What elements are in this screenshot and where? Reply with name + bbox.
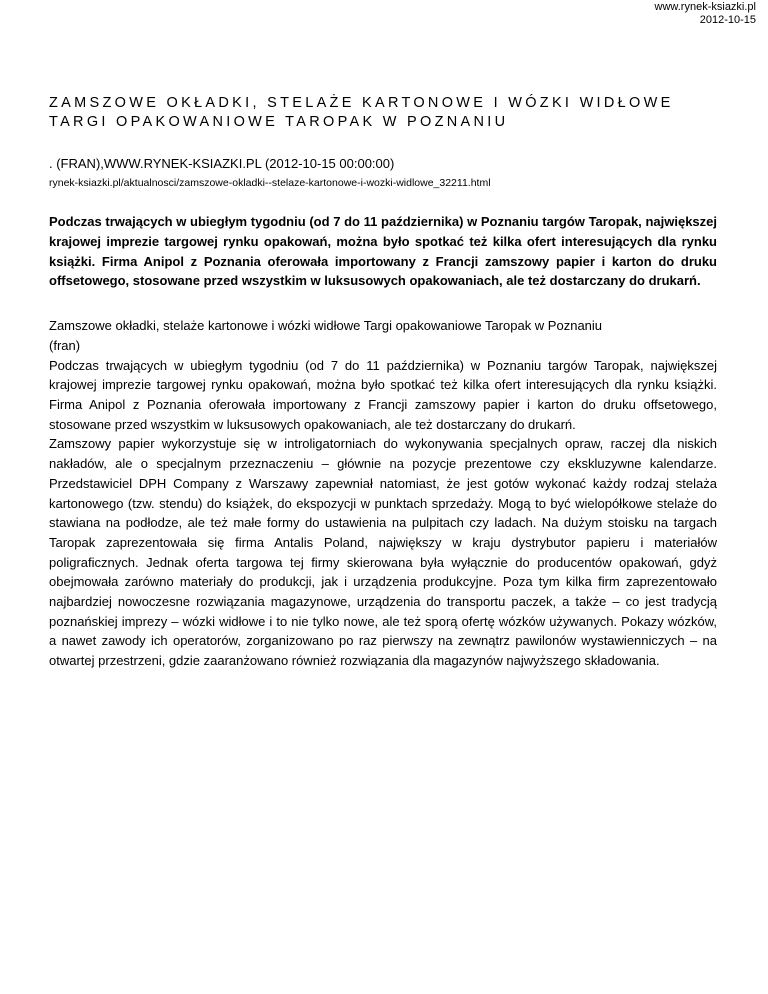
body-paragraph-1: Podczas trwających w ubiegłym tygodniu (od 7 do 11 października) w Poznaniu targów Taropak, największej krajowej imprezie targowej rynku opakowań, można było spotkać też kilka ofert interesujących dla rynku książki. Firma Anipol z Poznania oferowała importowany z Francji zamszowy papier i karton do druku offsetowego, stosowane przed wszystkim w luksusowych opakowaniach, ale też dostarczany do drukarń. bbox=[49, 357, 717, 432]
article-source: . (FRAN),WWW.RYNEK-KSIAZKI.PL (2012-10-15 00:00:00) bbox=[49, 156, 395, 171]
header-date: 2012-10-15 bbox=[699, 14, 756, 26]
body-title: Zamszowe okładki, stelaże kartonowe i wózki widłowe Targi opakowaniowe Taropak w Poznaniu bbox=[49, 318, 603, 334]
site-name: www.rynek-ksiazki.pl bbox=[654, 1, 756, 13]
article-lead: Podczas trwających w ubiegłym tygodniu (od 7 do 11 października) w Poznaniu targów Taropak, największej krajowej imprezie targowej rynku opakowań, można było spotkać też kilka ofert interesujących dla rynku książki. Firma Anipol z Poznania oferowała importowany z Francji zamszowy papier i karton do druku offsetowego, stosowane przed wszystkim w luksusowych opakowaniach, ale też dostarczany do drukarń. bbox=[49, 214, 717, 289]
article-author: (fran) bbox=[49, 337, 81, 353]
article-title: ZAMSZOWE OKŁADKI, STELAŻE KARTONOWE I WÓZKI WIDŁOWE TARGI OPAKOWANIOWE TAROPAK W POZNANIU bbox=[49, 95, 674, 130]
article-url: rynek-ksiazki.pl/aktualnosci/zamszowe-okladki--stelaze-kartonowe-i-wozki-widlowe_32211.html bbox=[49, 177, 491, 189]
body-paragraph-2: Zamszowy papier wykorzystuje się w introligatorniach do wykonywania specjalnych opraw, raczej dla niskich nakładów, ale o specjalnym przeznaczeniu – głównie na pozycje prezentowe czy ekskluzywne kalendarze. Przedstawiciel DPH Company z Warszawy zapewniał natomiast, że jest gotów wykonać każdy rodzaj stelaża kartonowego (tzw. stendu) do książek, do ekspozycji w punktach sprzedaży. Mogą to być wielopółkowe stelaże do stawiana na podłodze, ale też małe formy do ustawienia na pulpitach czy ladach. Na dużym stoisku na targach Taropak zaprezentowała się firma Antalis Poland, największy w kraju dystrybutor papieru i materiałów poligraficznych. Jednak oferta targowa tej firmy skierowana była wyłącznie do producentów opakowań, gdyż obejmowała zarówno materiały do produkcji, jak i urządzenia produkcyjne. Poza tym kilka firm zaprezentowało najbardziej nowoczesne rozwiązania magazynowe, urządzenia do transportu paczek, a także – co jest tradycją poznańskiej imprezy – wózki widłowe i to nie tylko nowe, ale też sporą ofertę wózków używanych. Pokazy wózków, a nawet zawody ich operatorów, zorganizowano po raz pierwszy na zewnątrz pawilonów wystawienniczych – na otwartej przestrzeni, gdzie zaaranżowano również rozwiązania dla magazynów najwyższego składowania. bbox=[49, 436, 717, 669]
page-header bbox=[655, 1, 756, 27]
article bbox=[49, 94, 717, 671]
article-body bbox=[49, 316, 717, 671]
